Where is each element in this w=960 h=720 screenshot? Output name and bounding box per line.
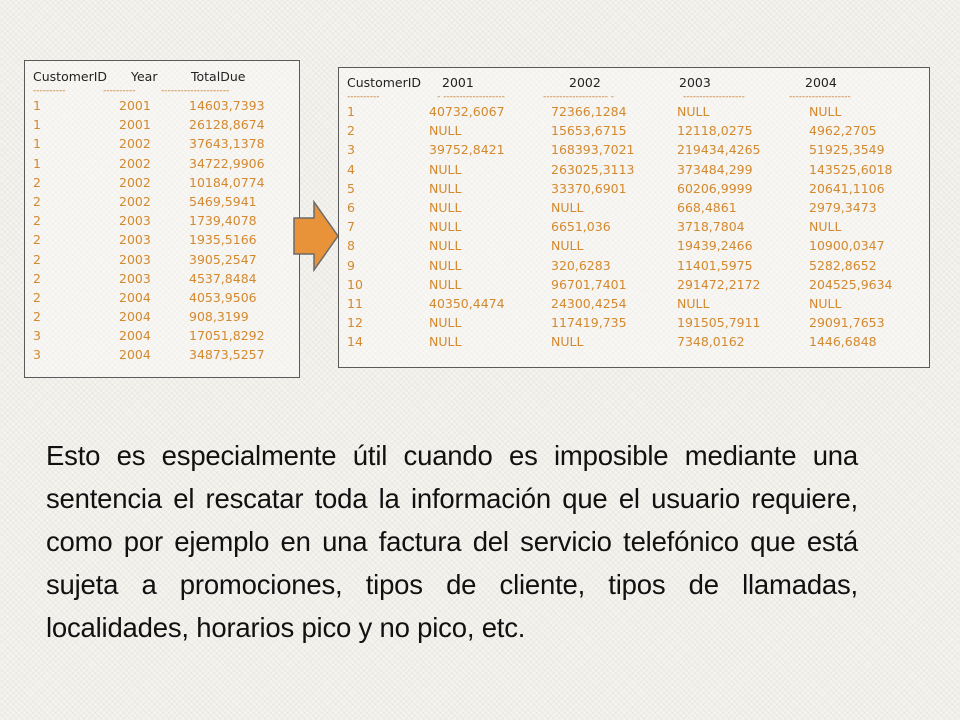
table-cell: 9 xyxy=(347,257,355,273)
table-cell: 8 xyxy=(347,238,355,254)
table-cell: 15653,6715 xyxy=(551,123,627,139)
table-row xyxy=(33,326,299,345)
table-cell: 7 xyxy=(347,219,355,235)
table-cell: 26128,8674 xyxy=(189,117,265,133)
table-cell: 2004 xyxy=(119,347,151,363)
table-cell: 2003 xyxy=(119,270,151,286)
table-cell: 60206,9999 xyxy=(677,180,753,196)
header-year: Year xyxy=(131,69,158,84)
table-cell: 4537,8484 xyxy=(189,270,257,286)
table-cell: NULL xyxy=(677,104,710,119)
table-cell: NULL xyxy=(429,257,462,273)
table-cell: 14603,7393 xyxy=(189,98,265,113)
table-cell: 1 xyxy=(33,136,41,152)
table-cell: 2979,3473 xyxy=(809,199,877,215)
header-2003: 2003 xyxy=(679,75,711,90)
table-row xyxy=(33,269,299,288)
table-cell: 72366,1284 xyxy=(551,104,627,119)
table-cell: NULL xyxy=(551,238,584,254)
table-cell: 3905,2547 xyxy=(189,251,257,267)
table-cell: NULL xyxy=(429,199,462,215)
header-customerid: CustomerID xyxy=(33,69,108,84)
table-row xyxy=(347,313,929,332)
table-cell: 12118,0275 xyxy=(677,123,753,139)
table-cell: 2 xyxy=(347,123,355,139)
separator-dashes: ---------- xyxy=(33,86,66,96)
table-cell: 33370,6901 xyxy=(551,180,627,196)
table-cell: 2001 xyxy=(119,117,151,133)
table-row xyxy=(33,192,299,211)
table-cell: 143525,6018 xyxy=(809,161,893,177)
table-row xyxy=(347,256,929,275)
table-row xyxy=(347,236,929,255)
table-row xyxy=(347,102,929,121)
table-cell: 7348,0162 xyxy=(677,334,745,350)
table-row xyxy=(33,115,299,134)
table-cell: 10 xyxy=(347,276,363,292)
table-row xyxy=(33,154,299,173)
table-row xyxy=(33,173,299,192)
header-2001: 2001 xyxy=(442,75,474,90)
table-cell: 2002 xyxy=(119,136,151,152)
table-cell: 117419,735 xyxy=(551,315,627,331)
table-cell: 10900,0347 xyxy=(809,238,885,254)
table-cell: 1935,5166 xyxy=(189,232,257,248)
table-cell: 39752,8421 xyxy=(429,142,505,158)
table-cell: 2004 xyxy=(119,289,151,305)
table-cell: 2 xyxy=(33,213,41,229)
separator-dashes: ---------- xyxy=(103,86,136,96)
table-cell: 373484,299 xyxy=(677,161,753,177)
source-table-separator xyxy=(33,86,299,96)
table-cell: NULL xyxy=(429,276,462,292)
table-cell: 4962,2705 xyxy=(809,123,877,139)
table-cell: 2 xyxy=(33,309,41,325)
separator-dashes: ------------------- xyxy=(683,92,745,102)
table-cell: 2002 xyxy=(119,193,151,209)
table-cell: 17051,8292 xyxy=(189,328,265,344)
header-2004: 2004 xyxy=(805,75,837,90)
header-totaldue: TotalDue xyxy=(191,69,246,84)
table-cell: 10184,0774 xyxy=(189,174,265,190)
table-cell: 2003 xyxy=(119,213,151,229)
table-cell: 24300,4254 xyxy=(551,295,627,311)
table-cell: 96701,7401 xyxy=(551,276,627,292)
table-cell: 2 xyxy=(33,270,41,286)
table-cell: 291472,2172 xyxy=(677,276,761,292)
source-table-body xyxy=(33,96,299,365)
table-cell: 2 xyxy=(33,251,41,267)
table-row xyxy=(347,140,929,159)
table-cell: NULL xyxy=(809,104,842,119)
table-cell: 40732,6067 xyxy=(429,104,505,119)
table-row xyxy=(347,294,929,313)
table-cell: 1446,6848 xyxy=(809,334,877,350)
table-cell: 3 xyxy=(33,328,41,344)
table-cell: 11 xyxy=(347,295,363,311)
table-cell: 29091,7653 xyxy=(809,315,885,331)
source-table-header xyxy=(33,67,299,86)
table-cell: 2003 xyxy=(119,251,151,267)
table-cell: 219434,4265 xyxy=(677,142,761,158)
source-table-panel xyxy=(24,60,300,378)
table-cell: 51925,3549 xyxy=(809,142,885,158)
body-paragraph: Esto es especialmente útil cuando es imposible mediante una sentencia el rescatar toda la información que el usuario requiere, como por ejemplo en una factura del servicio telefónico que está sujeta a promociones, tipos de cliente, tipos de llamadas, localidades, horarios pico y no pico, etc. xyxy=(46,440,858,643)
table-cell: 19439,2466 xyxy=(677,238,753,254)
table-cell: 2004 xyxy=(119,309,151,325)
table-row xyxy=(347,275,929,294)
table-cell: 191505,7911 xyxy=(677,315,761,331)
table-cell: 2001 xyxy=(119,98,151,113)
table-row xyxy=(33,307,299,326)
table-cell: 5469,5941 xyxy=(189,193,257,209)
table-cell: NULL xyxy=(551,199,584,215)
table-cell: 3 xyxy=(347,142,355,158)
table-cell: NULL xyxy=(429,123,462,139)
table-cell: 908,3199 xyxy=(189,309,249,325)
pivot-table-panel xyxy=(338,67,930,368)
table-cell: 5282,8652 xyxy=(809,257,877,273)
table-row xyxy=(33,134,299,153)
table-cell: NULL xyxy=(677,295,710,311)
table-row xyxy=(347,198,929,217)
table-cell: 668,4861 xyxy=(677,199,737,215)
separator-dashes: ---------- xyxy=(347,92,380,102)
table-cell: 2003 xyxy=(119,232,151,248)
table-cell: 3 xyxy=(33,347,41,363)
table-cell: 1 xyxy=(33,117,41,133)
table-cell: 11401,5975 xyxy=(677,257,753,273)
table-cell: 2 xyxy=(33,193,41,209)
table-cell: NULL xyxy=(429,180,462,196)
separator-dashes: -------------------- - xyxy=(543,92,615,102)
table-cell: 20641,1106 xyxy=(809,180,885,196)
header-customerid: CustomerID xyxy=(347,75,422,90)
table-cell: 12 xyxy=(347,315,363,331)
table-row xyxy=(347,332,929,351)
table-cell: 263025,3113 xyxy=(551,161,635,177)
table-row xyxy=(347,179,929,198)
table-cell: 320,6283 xyxy=(551,257,611,273)
table-cell: 40350,4474 xyxy=(429,295,505,311)
separator-dashes: --------------------- xyxy=(161,86,230,96)
table-cell: NULL xyxy=(429,315,462,331)
table-cell: 6651,036 xyxy=(551,219,611,235)
table-cell: 2 xyxy=(33,232,41,248)
table-cell: 1 xyxy=(347,104,355,119)
table-cell: 1 xyxy=(33,98,41,113)
header-2002: 2002 xyxy=(569,75,601,90)
table-cell: 4 xyxy=(347,161,355,177)
right-arrow-icon xyxy=(292,200,340,272)
table-cell: 6 xyxy=(347,199,355,215)
table-cell: NULL xyxy=(809,295,842,311)
pivot-table-body xyxy=(347,102,929,351)
table-row xyxy=(33,345,299,364)
pivot-table-separator xyxy=(347,92,929,102)
separator-dashes: - ------------------- xyxy=(437,92,505,102)
table-cell: 5 xyxy=(347,180,355,196)
table-row xyxy=(33,230,299,249)
table-cell: 4053,9506 xyxy=(189,289,257,305)
table-row xyxy=(33,288,299,307)
table-cell: 168393,7021 xyxy=(551,142,635,158)
table-cell: 3718,7804 xyxy=(677,219,745,235)
table-cell: 2 xyxy=(33,289,41,305)
table-cell: 204525,9634 xyxy=(809,276,893,292)
table-cell: 1739,4078 xyxy=(189,213,257,229)
table-cell: NULL xyxy=(551,334,584,350)
table-cell: 37643,1378 xyxy=(189,136,265,152)
table-cell: NULL xyxy=(429,161,462,177)
table-cell: 2002 xyxy=(119,174,151,190)
table-cell: NULL xyxy=(429,334,462,350)
table-row xyxy=(33,96,299,115)
table-cell: NULL xyxy=(809,219,842,235)
table-cell: NULL xyxy=(429,238,462,254)
table-row xyxy=(33,211,299,230)
table-row xyxy=(33,250,299,269)
table-cell: 1 xyxy=(33,155,41,171)
table-cell: 14 xyxy=(347,334,363,350)
table-cell: 2 xyxy=(33,174,41,190)
pivot-table-header xyxy=(347,73,929,92)
table-cell: NULL xyxy=(429,219,462,235)
separator-dashes: ------------------- xyxy=(789,92,851,102)
table-cell: 34722,9906 xyxy=(189,155,265,171)
table-cell: 2004 xyxy=(119,328,151,344)
table-cell: 34873,5257 xyxy=(189,347,265,363)
table-row xyxy=(347,217,929,236)
table-cell: 2002 xyxy=(119,155,151,171)
table-row xyxy=(347,121,929,140)
table-row xyxy=(347,160,929,179)
